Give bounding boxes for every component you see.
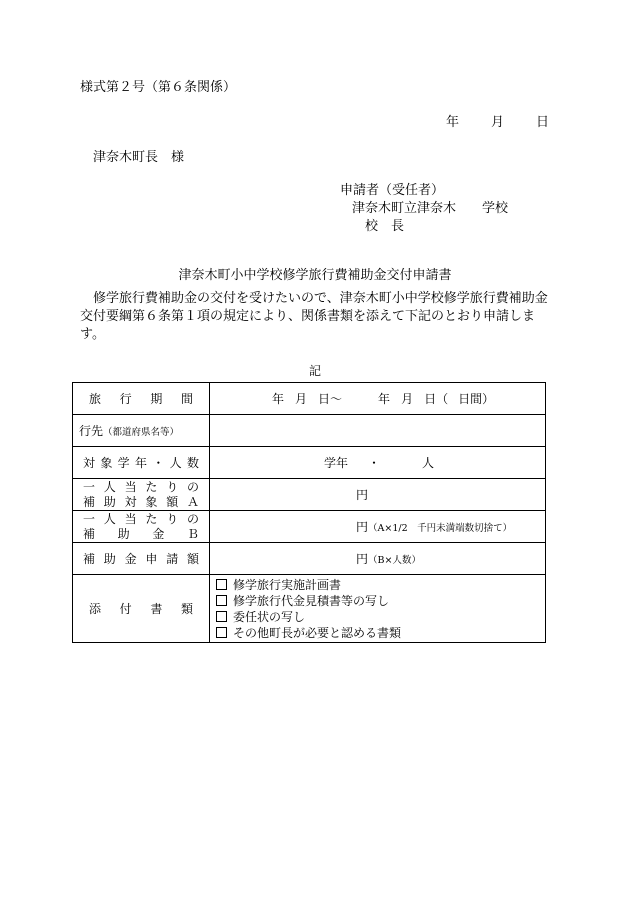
- target-dot: ・: [368, 456, 381, 470]
- attachments-label: 添 付 書 類: [73, 575, 210, 643]
- applicant-principal: 校 長: [365, 219, 405, 234]
- target-people: 人: [422, 456, 435, 470]
- period-day: 日～: [318, 392, 343, 406]
- attachment-item[interactable]: 修学旅行実施計画書: [216, 577, 539, 593]
- per-b-label: 一 人 当 た り の 補 助 金 Ｂ: [73, 511, 210, 543]
- school-suffix: 学校: [482, 201, 509, 216]
- date-month: 月: [491, 115, 505, 130]
- per-b-value[interactable]: [210, 511, 546, 543]
- per-b-yen: 円: [356, 520, 369, 534]
- checkbox-icon[interactable]: [216, 579, 227, 590]
- date-year: 年: [446, 115, 460, 130]
- period-days: 日間）: [458, 392, 495, 406]
- period-year: 年: [272, 392, 285, 406]
- target-value[interactable]: [210, 447, 546, 479]
- destination-label: 行先（都道府県名等）: [73, 415, 210, 447]
- row-per-b: [73, 511, 546, 543]
- row-request: [73, 543, 546, 575]
- body-paragraph: [80, 290, 555, 344]
- date-line: [446, 115, 549, 131]
- period-year2: 年: [378, 392, 391, 406]
- row-per-a: [73, 479, 546, 511]
- application-table: [72, 382, 546, 643]
- target-grade: 学年: [324, 456, 349, 470]
- period-month2: 月: [401, 392, 414, 406]
- ki-label: 記: [309, 364, 322, 378]
- per-a-yen: 円: [356, 488, 369, 502]
- attachment-item[interactable]: 委任状の写し: [216, 609, 539, 625]
- form-number: 様式第２号（第６条関係）: [80, 80, 237, 95]
- body-text: 修学旅行費補助金の交付を受けたいので、津奈木町小中学校修学旅行費補助金交付要綱第６条第１項の規定により、関係書類を添えて下記のとおり申請します。: [80, 291, 548, 342]
- document-title: 津奈木町小中学校修学旅行費補助金交付申請書: [178, 268, 452, 283]
- row-target: [73, 447, 546, 479]
- request-yen: 円: [356, 552, 369, 566]
- target-label: 対 象 学 年 ・ 人 数: [73, 447, 210, 479]
- date-day: 日: [536, 115, 550, 130]
- checkbox-icon[interactable]: [216, 595, 227, 606]
- period-value[interactable]: [210, 383, 546, 415]
- destination-value[interactable]: [210, 415, 546, 447]
- request-note: （B×人数）: [368, 555, 421, 566]
- applicant-label: 申請者（受任者）: [340, 183, 445, 198]
- per-a-label: 一 人 当 た り の 補 助 対 象 額 Ａ: [73, 479, 210, 511]
- row-period: [73, 383, 546, 415]
- row-attachments: [73, 575, 546, 643]
- per-b-note: （A×1/2 千円未満端数切捨て）: [368, 523, 513, 534]
- school-prefix: 津奈木町立津奈木: [352, 201, 457, 216]
- period-label: 旅 行 期 間: [73, 383, 210, 415]
- period-month: 月: [295, 392, 308, 406]
- attachment-item[interactable]: その他町長が必要と認める書類: [216, 625, 539, 641]
- per-a-value[interactable]: [210, 479, 546, 511]
- addressee: 津奈木町長 様: [93, 150, 185, 165]
- attachments-list: [210, 575, 546, 643]
- applicant-school: [352, 201, 508, 217]
- checkbox-icon[interactable]: [216, 611, 227, 622]
- request-value[interactable]: [210, 543, 546, 575]
- attachment-item[interactable]: 修学旅行代金見積書等の写し: [216, 593, 539, 609]
- period-day2: 日（: [424, 392, 449, 406]
- request-label: 補 助 金 申 請 額: [73, 543, 210, 575]
- checkbox-icon[interactable]: [216, 627, 227, 638]
- row-destination: [73, 415, 546, 447]
